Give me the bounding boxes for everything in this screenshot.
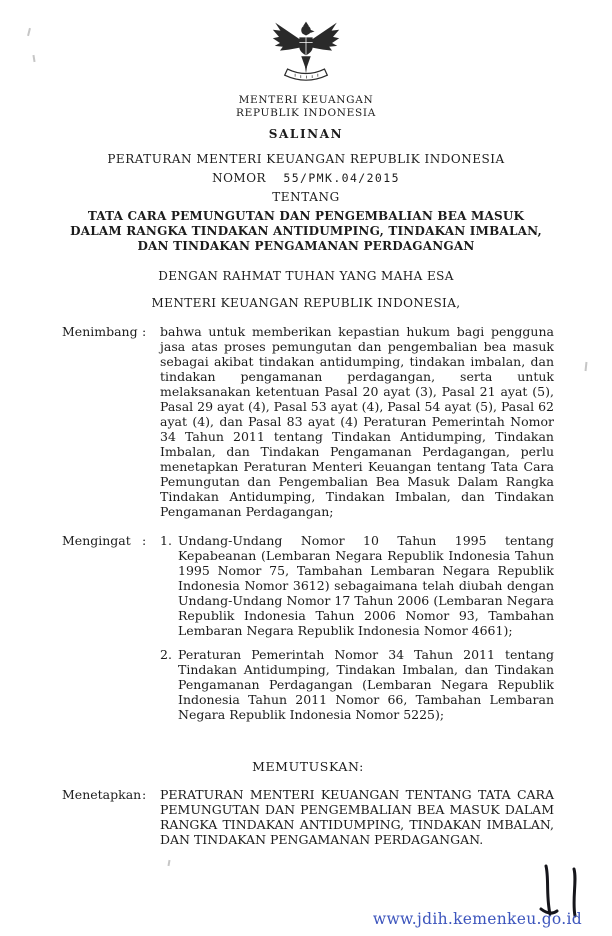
- mengingat-list: [160, 533, 554, 731]
- menimbang-text: bahwa untuk memberikan kepastian hukum bagi pengguna jasa atas proses pemungutan dan pengembalian bea masuk sebagai akibat tindakan antidumping, tindakan imbalan, dan tindakan pengamanan perdagangan, serta untuk melaksanakan ketentuan Pasal 20 ayat (3), Pasal 21 ayat (5), Pasal 29 ayat (4), Pasal 53 ayat (4), Pasal 54 ayat (5), Pasal 62 ayat (4), dan Pasal 83 ayat (4) Peraturan Pemerintah Nomor 34 Tahun 2011 tentang Tindakan Antidumping, Tindakan Imbalan, dan Tindakan Pengamanan Perdagangan, perlu menetapkan Peraturan Menteri Keuangan tentang Tata Cara Pemungutan dan Pengembalian Bea Masuk Dalam Rangka Tindakan Antidumping, Tindakan Imbalan, dan Tindakan Pengamanan Perdagangan;: [160, 324, 554, 519]
- document-header: [0, 0, 612, 310]
- regulation-title: PERATURAN MENTERI KEUANGAN REPUBLIK INDONESIA: [107, 152, 505, 166]
- issuer-line: MENTERI KEUANGAN REPUBLIK INDONESIA,: [151, 296, 461, 310]
- tentang-label: TENTANG: [272, 190, 340, 204]
- scan-artifact: [167, 860, 170, 866]
- document-body: [0, 310, 612, 847]
- subject-line-2: DALAM RANGKA TINDAKAN ANTIDUMPING, TINDAKAN IMBALAN,: [70, 224, 542, 238]
- mengingat-section: [62, 533, 554, 731]
- menimbang-section: [62, 324, 554, 519]
- menimbang-colon: :: [142, 324, 147, 339]
- mengingat-colon: :: [142, 533, 147, 548]
- item-number: 2.: [160, 647, 172, 662]
- mengingat-item-2: [160, 647, 554, 722]
- menimbang-label: Menimbang: [62, 324, 138, 339]
- garuda-pancasila-emblem-icon: [267, 16, 345, 88]
- jdih-website-link[interactable]: www.jdih.kemenkeu.go.id: [372, 910, 582, 928]
- mengingat-label: Mengingat: [62, 533, 131, 548]
- item-text: Undang-Undang Nomor 10 Tahun 1995 tentang Kepabeanan (Lembaran Negara Republik Indonesia Tahun 1995 Nomor 75, Tambahan Lembaran Negara Republik Indonesia Nomor 3612) sebagaimana telah diubah dengan Undang-Undang Nomor 17 Tahun 2006 (Lembaran Negara Republik Indonesia Tahun 2006 Nomor 93, Tambahan Lembaran Negara Republik Indonesia Nomor 4661);: [178, 533, 554, 638]
- regulation-subject: [0, 209, 612, 254]
- item-number: 1.: [160, 533, 172, 548]
- ministry-line-1: MENTERI KEUANGAN: [238, 94, 374, 106]
- subject-line-1: TATA CARA PEMUNGUTAN DAN PENGEMBALIAN BEA MASUK: [87, 209, 525, 223]
- nomor-label: NOMOR: [212, 171, 267, 185]
- ministry-line-2: REPUBLIK INDONESIA: [235, 107, 377, 119]
- mengingat-item-1: [160, 533, 554, 638]
- menetapkan-section: [62, 787, 554, 847]
- menetapkan-colon: :: [142, 787, 147, 802]
- menetapkan-text: PERATURAN MENTERI KEUANGAN TENTANG TATA CARA PEMUNGUTAN DAN PENGEMBALIAN BEA MASUK DALAM RANGKA TINDAKAN ANTIDUMPING, TINDAKAN IMBALAN, DAN TINDAKAN PENGAMANAN PERDAGANGAN.: [160, 787, 554, 847]
- subject-line-3: DAN TINDAKAN PENGAMANAN PERDAGANGAN: [137, 239, 475, 253]
- ministry-name: [0, 94, 612, 120]
- item-text: Peraturan Pemerintah Nomor 34 Tahun 2011 tentang Tindakan Antidumping, Tindakan Imbalan, dan Tindakan Pengamanan Perdagangan (Lembaran Negara Republik Indonesia Tahun 2011 Nomor 66, Tambahan Lembaran Negara Republik Indonesia Nomor 5225);: [178, 647, 554, 722]
- invocation-line: DENGAN RAHMAT TUHAN YANG MAHA ESA: [158, 269, 454, 283]
- regulation-number-line: [0, 171, 612, 185]
- salinan-stamp: SALINAN: [268, 127, 344, 141]
- nomor-value: 55/PMK.04/2015: [283, 171, 400, 185]
- memutuskan-heading: MEMUTUSKAN:: [252, 759, 364, 774]
- menetapkan-label: Menetapkan: [62, 787, 142, 802]
